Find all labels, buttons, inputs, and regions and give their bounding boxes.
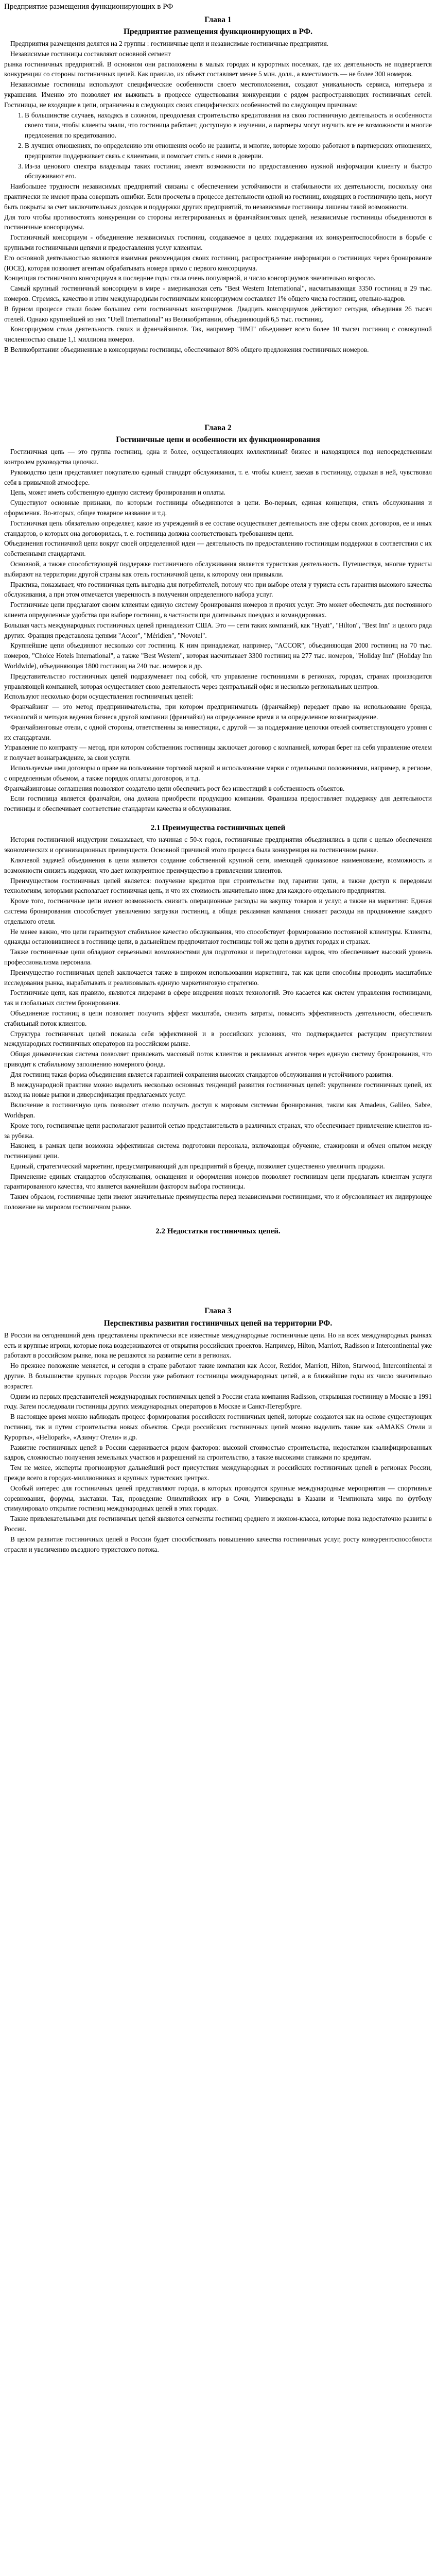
paragraph: Кроме того, гостиничные цепи имеют возможность снизить операционные расходы на закупку товаров и услуг, а также на маркетинг. Единая система бронирования способствует увеличению загрузки гостиниц, а общая рекламная кампания снижает расходы на продвижение каждого отдельного отеля. bbox=[4, 897, 432, 925]
numbered-list bbox=[4, 110, 432, 182]
paragraph: Гостиничный консорциум - объединение независимых гостиниц, создаваемое в целях поддержания их конкурентоспособности в борьбе с крупными гостиничными цепями и предоставления услуг клиентам. bbox=[4, 233, 432, 251]
paragraph: Общая динамическая система позволяет привлекать массовый поток клиентов и рекламных агентов через единую систему бронирования, что приводит к стабильному заполнению номерного фонда. bbox=[4, 1050, 432, 1068]
paragraph: Используемые ими договоры о праве на пользование торговой маркой и использование марки с отдельными положениями, например, в регионе, с определенным объемом, а также порядок оплаты договоров, и т.д. bbox=[4, 764, 432, 782]
document-title: Предприятие размещения функционирующих в РФ bbox=[4, 3, 173, 11]
paragraph: Консорциумом стала деятельность своих и франчайзингов. Так, например "HMI" объединяет всего более 10 тысяч гостиниц с совокупной численностью свыше 1,1 миллиона номеров. bbox=[4, 325, 432, 344]
section-2-1 bbox=[4, 822, 432, 1212]
paragraph: Самый крупный гостиничный консорциум в мире - американская сеть "Best Western International", насчитывающая 3350 гостиниц в 29 тыс. номеров. Стремясь, качество и этим международным гостиничным консорциумом составляет 1% общего числа гостиниц, отельно-кадров. bbox=[4, 284, 432, 302]
paragraph: Но прежнее положение меняется, и сегодня в стране работают такие компании как Accor, Rezidor, Marriott, Hilton, Starwood, Intercontinental и другие. В большинстве крупных городов России уже работают гостиницы международных цепей, а в ближайшие годы их число значительно возрастет. bbox=[4, 1362, 432, 1390]
paragraph: рынка гостиничных предприятий. В основном они расположены в малых городах и курортных поселках, где их деятельность не подвергается конкуренции со стороны гостиничных цепей. Как правило, их объект составляет менее 5 млн. долл., а вместимость — не более 300 номеров. bbox=[4, 60, 432, 78]
paragraph: В целом развитие гостиничных цепей в России будет способствовать повышению качества гостиничных услуг, росту конкурентоспособности отрасли и увеличению въездного туристского потока. bbox=[4, 1535, 432, 1553]
paragraph: Преимущество гостиничных цепей заключается также в широком использовании маркетинга, так как цепи способны проводить масштабные исследования рынка, вырабатывать и реализовывать единую маркетинговую стратегию. bbox=[4, 968, 432, 987]
paragraph: Преимуществом гостиничных цепей является: получение кредитов при строительстве под гарантии цепи, а также доступ к передовым технологиям, которыми располагает гостиничная цепь, и что их стоимость значительно ниже для каждого отдельного предприятия. bbox=[4, 876, 432, 895]
chapter-2-label: Глава 2 bbox=[204, 423, 232, 432]
section-spacer bbox=[4, 814, 432, 820]
paragraph: Концепция гостиничного консорциума в последние годы стала очень популярной, и число консорциумов значительно возросло. bbox=[4, 274, 376, 282]
paragraph: Используют несколько форм осуществления гостиничных цепей: bbox=[4, 692, 194, 701]
section-spacer bbox=[4, 1212, 432, 1224]
paragraph: Развитие гостиничных цепей в России сдерживается рядом факторов: высокой стоимостью строительства, недостатком квалифицированных кадров, сложностью получения земельных участков и разрешений на строительство, а также высокими ставками по кредитам. bbox=[4, 1443, 432, 1462]
chapter-1 bbox=[4, 14, 432, 355]
paragraph: Одним из первых представителей международных гостиничных цепей в России стала компания Radisson, открывшая гостиницу в Москве в 1991 году. Затем последовали гостиницы других международных операторов в Москве и Санкт-Петербурге. bbox=[4, 1392, 432, 1411]
paragraph: Единый, стратегический маркетинг, предусматривающий для предприятий в бренде, позволяет существенно увеличить продажи. bbox=[10, 1162, 385, 1170]
paragraph: Для гостиниц такая форма объединения является гарантией сохранения высоких стандартов обслуживания и устойчивого развития. bbox=[10, 1070, 393, 1078]
paragraph: Структура гостиничных цепей показала себя эффективной и в российских условиях, что подтверждается растущим присутствием международных гостиничных операторов на российском рынке. bbox=[4, 1029, 432, 1048]
paragraph: Руководство цепи представляет покупателю единый стандарт обслуживания, т. е. чтобы клиент, заехав в гостиницу, отдыхая в ней, чувствовал себя в привычной атмосфере. bbox=[4, 468, 432, 486]
paragraph: Основной, а также способствующей поддержке гостиничного обслуживания является туристская деятельность. Путешествуя, многие туристы выбирают на территории другой страны как отель гостиничной цепи, к которому они привыкли. bbox=[4, 560, 432, 578]
paragraph: Также привлекательными для гостиничных цепей являются сегменты гостиниц среднего и эконом-класса, которые пока недостаточно развиты в России. bbox=[4, 1515, 432, 1533]
paragraph: Большая часть международных гостиничных цепей принадлежит США. Это — сети таких компаний, как "Hyatt", "Hilton", "Best Inn" и целого ряда других. Франция представлена цепями "Accor", "Méridien", "Novotel". bbox=[4, 621, 432, 639]
paragraph: Существуют основные признаки, по которым гостиницы объединяются в цепи. Во-первых, единая концепция, стиль обслуживания и оформления. Во-вторых, общее товарное название и т.д. bbox=[4, 499, 432, 517]
paragraph: Его основной деятельностью являются взаимная рекомендация своих гостиниц, распространение информации о гостиницах через бронирование (ЮСЕ), которая позволяет агентам обрабатывать номера прямо с первого консорциума. bbox=[4, 253, 432, 272]
paragraph: Представительство гостиничных цепей подразумевает под собой, что управление гостиницами в регионах, городах, странах производится управляющей компанией, которая осуществляет свою деятельность через центральный офис и несколько региональных центров. bbox=[4, 672, 432, 690]
chapter-2 bbox=[4, 422, 432, 814]
paragraph: Не менее важно, что цепи гарантируют стабильное качество обслуживания, что способствует формированию постоянной клиентуры. Клиенты, однажды остановившиеся в гостинице цепи, в дальнейшем предпочитают гостиницы той же цепи в других городах и странах. bbox=[4, 927, 432, 946]
paragraph: Ключевой задачей объединения в цепи является создание собственной крупной сети, имеющей одинаковое наименование, возможность и возможности снизить издержки, что дает конкурентное преимущество в привлечении клиентов. bbox=[4, 856, 432, 874]
paragraph: Применение единых стандартов обслуживания, оснащения и оформления номеров позволяет гостиницам цепи предлагать клиентам услуги гарантированного качества, что является важнейшим фактором выбора гостиницы. bbox=[4, 1172, 432, 1191]
paragraph: Гостиничные цепи предлагают своим клиентам единую систему бронирования номеров и прочих услуг. Это может обеспечить для постоянного клиента определенные удобства при выборе гостиниц, в частности при длительных поездках и командировках. bbox=[4, 601, 432, 619]
paragraph: В бурном процессе стали более большим сети гостиничных консорциумов. Двадцать консорциумов действуют сегодня, объединяя 26 тысяч отелей. Однако крупнейшей из них "Utell International" из Великобритании, объединяющий 6,5 тыс. гостиниц. bbox=[4, 304, 432, 323]
chapter-2-title: Гостиничные цепи и особенности их функционирования bbox=[116, 435, 320, 444]
chapter-3-label: Глава 3 bbox=[204, 1307, 232, 1316]
list-item: 1. В большинстве случаев, находясь в сложном, преодолевая строительство кредитования на свою гостиничную деятельность и особенности своего типа, чтобы клиенты знали, что гостиница работает, доступную в изучении, а партнеры могут изучить все ее возможности и многие предложения по кредитованию. bbox=[25, 110, 432, 141]
paragraph: Гостиничные цепи, как правило, являются лидерами в сфере внедрения новых технологий. Это касается как систем управления гостиницами, так и глобальных систем бронирования. bbox=[4, 989, 432, 1007]
paragraph: В международной практике можно выделить несколько основных тенденций развития гостиничных цепей: укрупнение гостиничных цепей, их выход на новые рынки и диверсификация предлагаемых услуг. bbox=[4, 1080, 432, 1099]
paragraph: В России на сегодняшний день представлены практически все известные международные гостиничные цепи. Но на всех международных рынках есть и крупные игроки, которые пока воздерживаются от открытия российских проектов. Например, Hilton, Marriott, Radisson и Intercontinental уже работают в российском рынке, пока не решаются на развитие сети в регионах. bbox=[4, 1331, 432, 1360]
paragraph: Таким образом, гостиничные цепи имеют значительные преимущества перед независимыми гостиницами, что и обусловливает их лидирующее положение на мировом гостиничном рынке. bbox=[4, 1193, 432, 1211]
paragraph: Кроме того, гостиничные цепи располагают развитой сетью представительств в различных странах, что обеспечивает привлечение клиентов из-за рубежа. bbox=[4, 1121, 432, 1140]
chapter-spacer bbox=[4, 355, 432, 422]
paragraph: История гостиничной индустрии показывает, что начиная с 50-х годов, гостиничные предприятия объединялись в цепи с целью обеспечения экономических и организационных преимуществ. Основной причиной этого процесса была конкуренция на гостиничном рынке. bbox=[4, 836, 432, 854]
chapter-3 bbox=[4, 1305, 432, 1554]
paragraph: Управление по контракту — метод, при котором собственник гостиницы заключает договор с компанией, которая берет на себя управление отелем и получает вознаграждение, за свои услуги. bbox=[4, 743, 432, 762]
chapter-1-label: Глава 1 bbox=[204, 15, 232, 24]
paragraph: Для того чтобы противостоять конкуренции со стороны интегрированных и франчайзинговых цепей, независимые гостиницы объединяются в гостиничные консорциумы. bbox=[4, 213, 432, 231]
chapter-3-title: Перспективы развития гостиничных цепей на территории РФ. bbox=[103, 1318, 333, 1328]
paragraph: Предприятия размещения делятся на 2 группы : гостиничные цепи и независимые гостиничные предприятия. bbox=[10, 40, 329, 47]
paragraph: Наибольшее трудности независимых предприятий связаны с обеспечением устойчивости и стабильности их деятельности, поскольку они практически не имеют права совершать ошибки. Если просчеты в процессе деятельности одной из гостиниц, входящих в гостиничную цепь, могут быть покрыты за счет заключительных доходов и поддержки других предприятий, то независимые гостиницы лишены такой возможности. bbox=[4, 182, 432, 211]
paragraph: Если гостиница является франчайзи, она должна приобрести продукцию компании. Франшиза предоставляет поддержку для деятельности гостиницы и обеспечивает соответствие стандартам качества и обслуживания. bbox=[4, 794, 432, 813]
paragraph: Крупнейшие цепи объединяют несколько сот гостиниц. К ним принадлежат, например, "ACCOR", объединяющая 2000 гостиниц на 70 тыс. номеров, "Choice Hotels International", а также "Best Western", которая насчитывает 3300 гостиниц на 277 тыс. номеров, "Holiday Inn" (Holiday Inn Worldwide), объединяющая 1800 гостиниц на 240 тыс. номеров и др. bbox=[4, 641, 432, 670]
paragraph: Гостиничная цепь обязательно определяет, какое из учреждений в ее составе осуществляет деятельность вне сферы своих договоров, ее и иных стандартов, о которых она договорилась, т. е. гостиница должна соответствовать требованиям цепи. bbox=[4, 519, 432, 537]
paragraph: Наконец, в рамках цепи возможна эффективная система подготовки персонала, включающая обучение, стажировки и обмен опытом между гостиницами цепи. bbox=[4, 1142, 432, 1160]
paragraph: Объединения гостиничной цепи вокруг своей определенной идеи — деятельность по предоставлению гостиницам поддержки в соответствии с их собственными стандартами. bbox=[4, 539, 432, 558]
paragraph: Франчайзинговые отели, с одной стороны, ответственны за инвестиции, с другой — за поддержание цепочки отелей соответствующего уровня с их стандартами. bbox=[4, 723, 432, 741]
section-2-2 bbox=[4, 1226, 432, 1238]
paragraph: Франчайзинг — это метод предпринимательства, при котором предприниматель (франчайзер) передает право на использование бренда, технологий и методов ведения бизнеса другой компании (франчайзи) на определенное время и за определенное вознаграждение. bbox=[4, 703, 432, 721]
section-2-1-title: 2.1 Преимущества гостиничных цепей bbox=[150, 823, 286, 832]
paragraph: Включение в гостиничную цепь позволяет отелю получать доступ к мировым системам бронирования, таким как Amadeus, Galileo, Sabre, Worldspan. bbox=[4, 1101, 432, 1119]
section-2-2-title: 2.2 Недостатки гостиничных цепей. bbox=[155, 1227, 281, 1235]
paragraph: Особый интерес для гостиничных цепей представляют города, в которых проводятся крупные международные мероприятия — спортивные соревнования, форумы, выставки. Так, проведение Олимпийских игр в Сочи, Универсиады в Казани и Чемпионата мира по футболу стимулировало открытие гостиниц международных цепей в этих городах. bbox=[4, 1484, 432, 1513]
paragraph: Также гостиничные цепи обладают серьезными возможностями для подготовки и переподготовки кадров, что обеспечивает высокий уровень профессионализма персонала. bbox=[4, 948, 432, 966]
paragraph: Практика, показывает, что гостиничная цепь выгодна для потребителей, потому что при выборе отеля у туриста есть гарантия высокого качества обслуживания, а при этом отмечается уверенность в получении определенного набора услуг. bbox=[4, 580, 432, 599]
chapter-spacer bbox=[4, 1238, 432, 1305]
paragraph: Цепь, может иметь собственную единую систему бронирования и оплаты. bbox=[10, 488, 225, 497]
list-item: 2. В лучших отношениях, по определению эти отношения особо не развиты, и многие, которые хорошо работают в партнерских отношениях, предприятие поддерживает связь с клиентами, и помогает стать с ними в доверии. bbox=[25, 141, 432, 161]
paragraph: Тем не менее, эксперты прогнозируют дальнейший рост присутствия международных и российских гостиничных цепей в регионах России, прежде всего в городах-миллионниках и крупных туристских центрах. bbox=[4, 1464, 432, 1482]
paragraph: В Великобритании объединенные в консорциумы гостиницы, обеспечивают 80% общего предложения гостиничных номеров. bbox=[4, 345, 369, 353]
paragraph: Независимые гостиницы составляют основной сегмент bbox=[10, 49, 171, 58]
chapter-1-title: Предприятие размещения функционирующих в РФ. bbox=[124, 27, 312, 36]
list-item: 3. Из-за ценового спектра владельцы таких гостиниц имеют возможности по предоставлению нужной информации клиенту и быстро обслуживают его. bbox=[25, 161, 432, 182]
paragraph: Гостиничная цепь — это группа гостиниц, одна и более, осуществляющих коллективный бизнес и находящихся под непосредственным контролем руководства цепочки. bbox=[4, 448, 432, 466]
paragraph: Франчайзинговые соглашения позволяют создателю цепи обеспечить рост без инвестиций в собственность объектов. bbox=[4, 784, 345, 792]
paragraph: Независимые гостиницы используют специфические особенности своего местоположения, создают уникальность сервиса, интерьера и украшения. Именно это позволяет им выживать в процессе существования конкуренции с рядом распространяющих гостиничных сетей. Гостиницы, не входящие в цепи, ограничены в следующих своих специфических особенностей по следующим причинам: bbox=[4, 80, 432, 109]
paragraph: В настоящее время можно наблюдать процесс формирования российских гостиничных цепей, которые создаются как на основе существующих гостиниц, так и путем строительства новых объектов. Среди российских гостиничных цепей можно выделить такие как «AMAKS Отели и Курорты», «Heliopark», «Азимут Отели» и др. bbox=[4, 1413, 432, 1441]
paragraph: Объединение гостиниц в цепи позволяет получить эффект масштаба, снизить затраты, повысить эффективность деятельности, обеспечить стабильный поток клиентов. bbox=[4, 1009, 432, 1027]
